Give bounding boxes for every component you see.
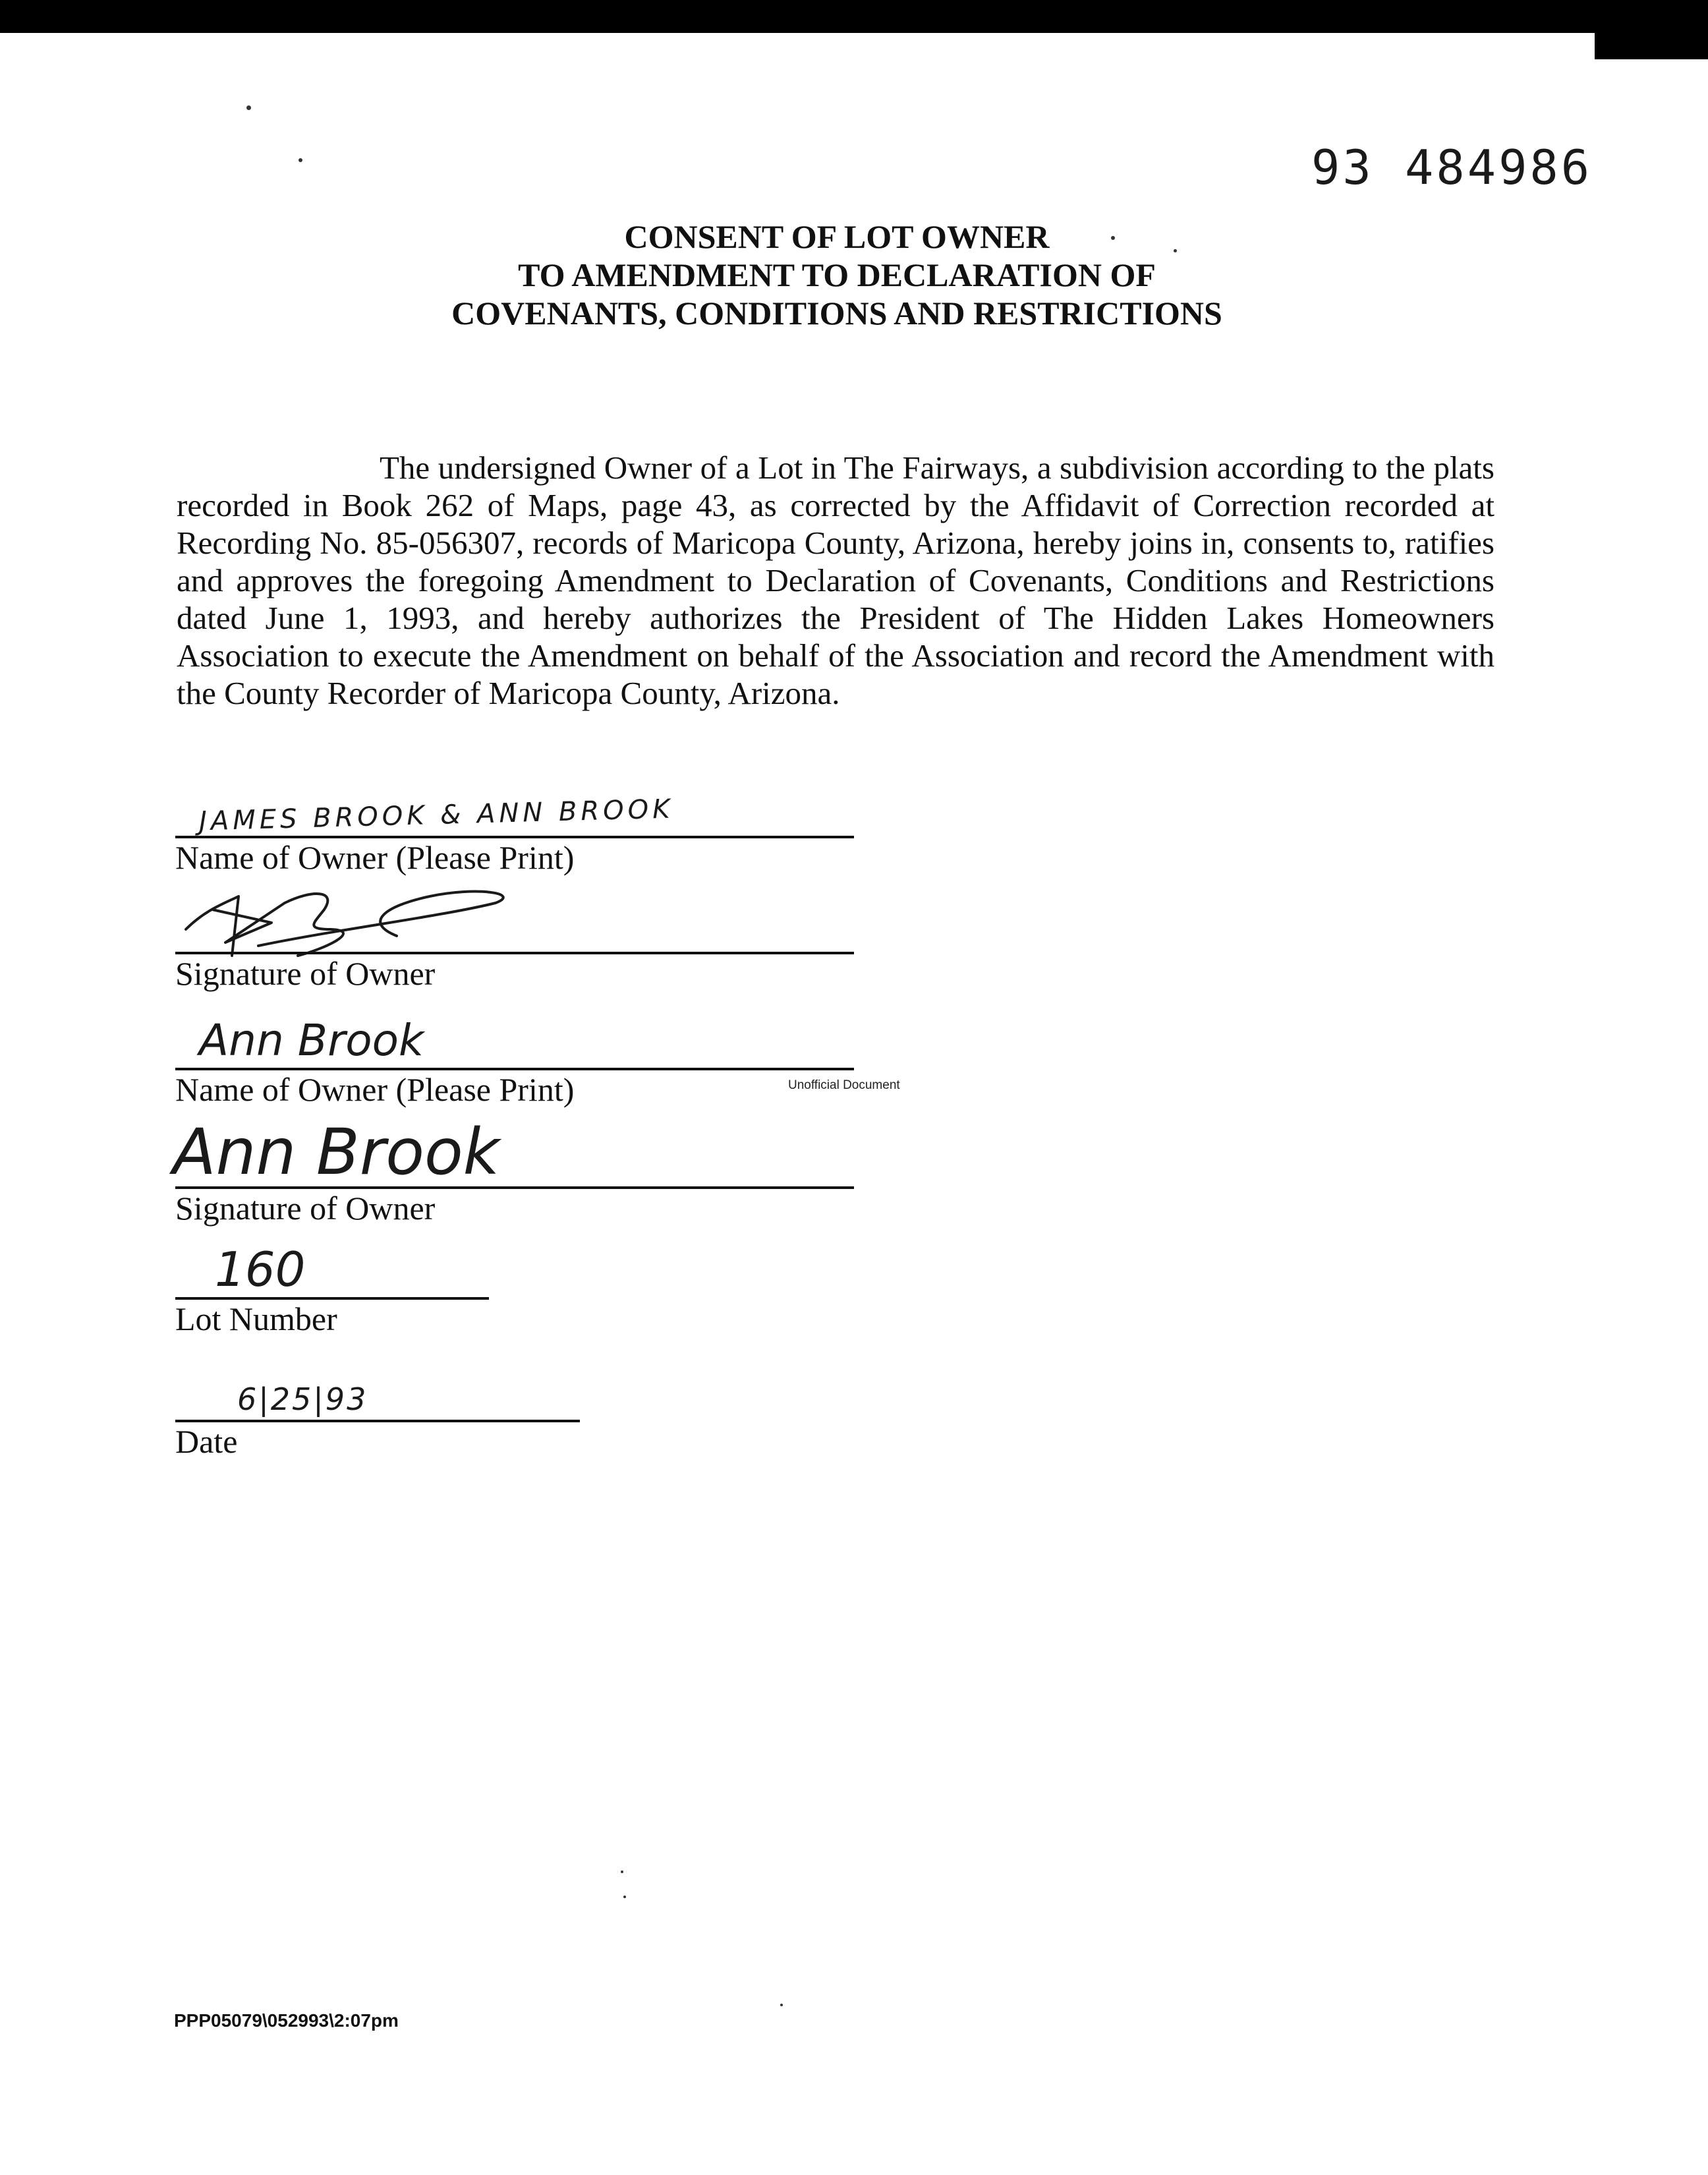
document-title: [369, 218, 1305, 332]
unofficial-document-stamp: Unofficial Document: [788, 1078, 900, 1092]
signature-2-handwriting: Ann Brook: [173, 1115, 500, 1189]
footer-file-code: PPP05079\052993\2:07pm: [174, 2010, 399, 2031]
owner-name-2-field: [175, 1015, 861, 1114]
lot-number-label: Lot Number: [175, 1300, 337, 1337]
signature-1-field: [175, 883, 861, 1002]
signature-1-image: [166, 883, 535, 962]
lot-number-handwriting: 160: [215, 1242, 306, 1297]
date-field: [175, 1371, 597, 1470]
owner-name-2-label: Name of Owner (Please Print): [175, 1071, 575, 1108]
owner-name-1-field: [175, 791, 861, 883]
signature-2-field: [173, 1115, 861, 1230]
title-line: TO AMENDMENT TO DECLARATION OF: [518, 256, 1156, 293]
scan-speck: [623, 1896, 626, 1898]
signature-2-label: Signature of Owner: [175, 1190, 436, 1227]
date-label: Date: [175, 1423, 238, 1460]
scan-speck: [621, 1870, 623, 1873]
scan-speck: [246, 105, 251, 110]
recording-number: 93 484986: [1311, 140, 1593, 195]
owner-name-1-handwriting: JAMES BROOK & ANN BROOK: [198, 794, 674, 837]
consent-paragraph: The undersigned Owner of a Lot in The Fairways, a subdivision according to the plats recorded in Book 262 of Maps, page 43, as corrected by the Affidavit of Correction recorded at Recording No. 85-056307, records of Maricopa County, Arizona, hereby joins in, consents to, ratifies and approves the foregoing Amendment to Declaration of Covenants, Conditions and Restrictions dated June 1, 1993, and hereby authorizes the President of The Hidden Lakes Homeowners Association to execute the Amendment on behalf of the Association and record the Amendment with the County Recorder of Maricopa County, Arizona.: [177, 450, 1494, 711]
title-line: CONSENT OF LOT OWNER: [624, 218, 1050, 255]
scan-speck: [780, 2004, 783, 2006]
lot-number-field: [175, 1244, 505, 1343]
title-line: COVENANTS, CONDITIONS AND RESTRICTIONS: [451, 295, 1222, 332]
owner-name-2-handwriting: Ann Brook: [199, 1015, 424, 1066]
scan-speck: [299, 158, 302, 162]
scan-corner-shadow: [1595, 33, 1708, 59]
owner-name-1-label: Name of Owner (Please Print): [175, 839, 575, 876]
date-handwriting: 6|25|93: [237, 1381, 368, 1417]
scan-top-border: [0, 0, 1708, 33]
signature-1-label: Signature of Owner: [175, 955, 436, 992]
